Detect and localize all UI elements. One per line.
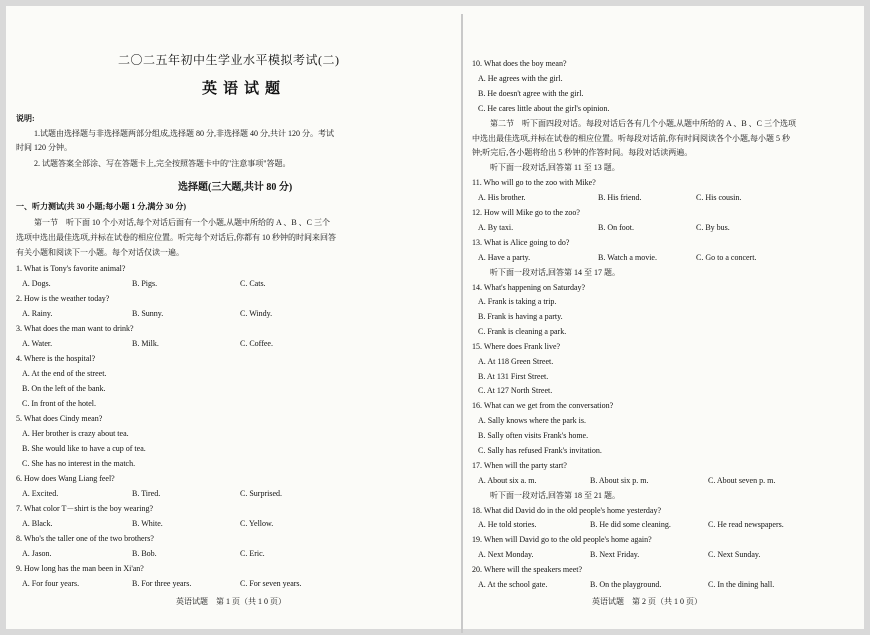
part1-intro: 第一节 听下面 10 个小对话,每个对话后面有一个小题,从题中所给的 A 、B 、C 三个 — [34, 218, 331, 227]
question: 9. How long has the man been in Xi'an? — [16, 564, 144, 573]
option: B. Tired. — [132, 489, 161, 498]
option: B. His friend. — [598, 193, 642, 202]
option: B. On the playground. — [590, 580, 662, 589]
option: B. Watch a movie. — [598, 253, 657, 262]
page-footer: 英语试题 第 2 页（共 1 0 页） — [592, 597, 702, 606]
notes-line: 1.试题由选择题与非选择题两部分组成,选择题 80 分,非选择题 40 分,共计 120 分。考试 — [34, 129, 334, 138]
section2-intro: 中选出最佳选项,并标在试卷的相应位置。听每段对话前,你有时间阅读各个小题,每小题 5 秒 — [472, 134, 790, 143]
option: C. He read newspapers. — [708, 520, 784, 529]
notes-label: 说明: — [16, 114, 35, 123]
question: 13. What is Alice going to do? — [472, 238, 570, 247]
option: C. At 127 North Street. — [478, 386, 553, 395]
option: A. Black. — [22, 519, 53, 528]
question: 1. What is Tony's favorite animal? — [16, 264, 126, 273]
notes-line: 2. 试题答案全部涂、写在答题卡上,完全按照答题卡中的"注意事项"答题。 — [34, 159, 291, 168]
notes-line: 时间 120 分钟。 — [16, 143, 72, 152]
option: B. She would like to have a cup of tea. — [22, 444, 146, 453]
option: B. On the left of the bank. — [22, 384, 106, 393]
question: 16. What can we get from the conversation? — [472, 401, 614, 410]
option: A. Next Monday. — [478, 550, 534, 559]
option: C. Go to a concert. — [696, 253, 757, 262]
option: B. On foot. — [598, 223, 634, 232]
option: B. White. — [132, 519, 163, 528]
option: C. Frank is cleaning a park. — [478, 327, 567, 336]
option: C. Sally has refused Frank's invitation. — [478, 446, 602, 455]
question: 14. What's happening on Saturday? — [472, 283, 586, 292]
option: C. Windy. — [240, 309, 273, 318]
option: A. Have a party. — [478, 253, 531, 262]
option: A. At 118 Green Street. — [478, 357, 554, 366]
option: B. About six p. m. — [590, 476, 649, 485]
option: B. At 131 First Street. — [478, 372, 549, 381]
part1-intro: 选项中选出最佳选项,并标在试卷的相应位置。听完每个对话后,你都有 10 秒钟的时间来回答 — [16, 233, 336, 242]
option: C. By bus. — [696, 223, 730, 232]
option: A. About six a. m. — [478, 476, 537, 485]
option: A. Excited. — [22, 489, 59, 498]
option: C. For seven years. — [240, 579, 302, 588]
option: A. At the end of the street. — [22, 369, 107, 378]
dialog-instruction: 听下面一段对话,回答第 14 至 17 题。 — [490, 268, 620, 277]
option: A. Dogs. — [22, 279, 51, 288]
option: C. In front of the hotel. — [22, 399, 96, 408]
option: C. Surprised. — [240, 489, 282, 498]
option: A. Jason. — [22, 549, 52, 558]
option: B. He doesn't agree with the girl. — [478, 89, 584, 98]
question: 15. Where does Frank live? — [472, 342, 561, 351]
part1-intro: 有关小题和阅读下一小题。每个对话仅读一遍。 — [16, 248, 184, 257]
option: B. Milk. — [132, 339, 159, 348]
question: 12. How will Mike go to the zoo? — [472, 208, 580, 217]
exam-sheet — [6, 6, 864, 629]
option: C. Cats. — [240, 279, 266, 288]
option: A. Her brother is crazy about tea. — [22, 429, 129, 438]
option: C. Coffee. — [240, 339, 273, 348]
page-divider — [461, 14, 463, 633]
option: C. About seven p. m. — [708, 476, 776, 485]
option: B. Sally often visits Frank's home. — [478, 431, 589, 440]
option: C. In the dining hall. — [708, 580, 775, 589]
option: A. At the school gate. — [478, 580, 548, 589]
option: B. He did some cleaning. — [590, 520, 671, 529]
section2-intro: 第二节 听下面四段对话。每段对话后各有几个小题,从题中所给的 A 、B 、C 三个选项 — [490, 119, 797, 128]
question: 8. Who's the taller one of the two brothers? — [16, 534, 154, 543]
option: A. Water. — [22, 339, 53, 348]
option: C. She has no interest in the match. — [22, 459, 136, 468]
dialog-instruction: 听下面一段对话,回答第 11 至 13 题。 — [490, 163, 620, 172]
section2-intro: 钟;听完后,各小题将给出 5 秒钟的作答时间。每段对话读两遍。 — [472, 148, 693, 157]
option: B. Bob. — [132, 549, 157, 558]
option: B. Sunny. — [132, 309, 164, 318]
option: B. Next Friday. — [590, 550, 640, 559]
question: 3. What does the man want to drink? — [16, 324, 134, 333]
question: 5. What does Cindy mean? — [16, 414, 103, 423]
option: B. Frank is having a party. — [478, 312, 563, 321]
question: 10. What does the boy mean? — [472, 59, 567, 68]
option: A. His brother. — [478, 193, 526, 202]
option: C. Yellow. — [240, 519, 274, 528]
option: A. By taxi. — [478, 223, 514, 232]
question: 4. Where is the hospital? — [16, 354, 96, 363]
option: C. He cares little about the girl's opinion. — [478, 104, 610, 113]
page-footer: 英语试题 第 1 页（共 1 0 页） — [176, 597, 286, 606]
question: 19. When will David go to the old people's home again? — [472, 535, 652, 544]
question: 11. Who will go to the zoo with Mike? — [472, 178, 596, 187]
question: 18. What did David do in the old people's home yesterday? — [472, 506, 662, 515]
option: A. For four years. — [22, 579, 80, 588]
option: A. He told stories. — [478, 520, 537, 529]
dialog-instruction: 听下面一段对话,回答第 18 至 21 题。 — [490, 491, 620, 500]
question: 6. How does Wang Liang feel? — [16, 474, 115, 483]
option: B. Pigs. — [132, 279, 158, 288]
option: C. His cousin. — [696, 193, 742, 202]
option: B. For three years. — [132, 579, 192, 588]
question: 17. When will the party start? — [472, 461, 567, 470]
question: 7. What color T－shirt is the boy wearing? — [16, 504, 154, 513]
option: A. Rainy. — [22, 309, 53, 318]
option: A. He agrees with the girl. — [478, 74, 563, 83]
section-title: 选择题(三大题,共计 80 分) — [178, 182, 293, 193]
option: C. Next Sunday. — [708, 550, 761, 559]
option: A. Frank is taking a trip. — [478, 297, 557, 306]
question: 20. Where will the speakers meet? — [472, 565, 583, 574]
part1-title: 一、听力测试(共 30 小题;每小题 1 分,满分 30 分) — [16, 202, 186, 211]
subject-title: 英语试题 — [202, 81, 287, 97]
exam-title: 二〇二五年初中生学业水平模拟考试(二) — [118, 53, 340, 67]
option: C. Eric. — [240, 549, 265, 558]
option: A. Sally knows where the park is. — [478, 416, 586, 425]
question: 2. How is the weather today? — [16, 294, 110, 303]
